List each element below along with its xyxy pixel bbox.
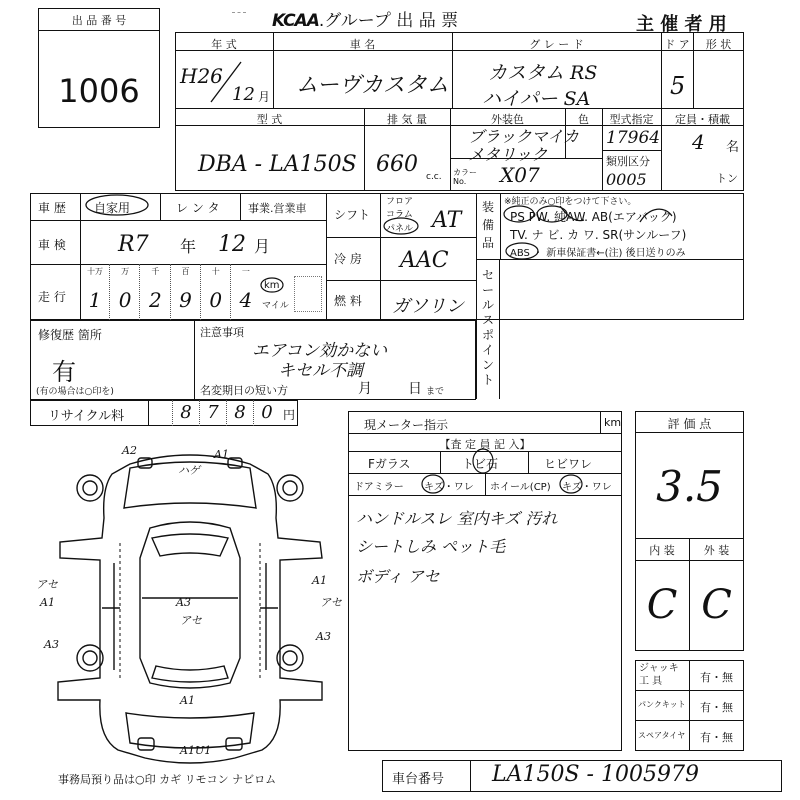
inspector-comment-2: シートしみ ペット毛 xyxy=(356,537,506,556)
year-header: 年 式 xyxy=(211,38,237,51)
mileage-digit-100k: 十万 1 xyxy=(80,264,110,320)
recycle-digit: 7 xyxy=(199,400,226,426)
expiry-day: 日 xyxy=(408,381,422,397)
damage-mark: アセ xyxy=(320,596,342,609)
chassis-number: LA150S - 1005979 xyxy=(492,762,699,787)
notes-label: 注意事項 xyxy=(200,326,244,339)
equipment-circles xyxy=(500,200,700,260)
ac-label: 冷 房 xyxy=(334,252,362,266)
wheel-circle xyxy=(556,472,586,496)
damage-mark: A3 xyxy=(176,596,191,609)
color-code: X07 xyxy=(500,163,540,187)
wheel-value: キズ・ワレ xyxy=(562,482,612,493)
damage-mark: A1 xyxy=(312,574,327,587)
interior-label: 内 装 xyxy=(649,544,675,557)
recycle-unit: 円 xyxy=(283,408,296,422)
tool-repair-kit-label: パンクキット xyxy=(638,700,686,709)
chassis-label: 車台番号 xyxy=(392,772,445,787)
tool-spare-tire-label: スペアタイヤ xyxy=(638,731,686,740)
interior-score: C xyxy=(646,582,678,628)
mileage-digit-1: 一 4 xyxy=(239,267,253,312)
model-designation-value: 17964 xyxy=(606,128,661,148)
history-business: 事業.営業車 xyxy=(248,202,307,215)
shift-floor: フロア xyxy=(386,197,414,207)
crack-label: ヒビワレ xyxy=(544,457,593,471)
equipment-label: 装 備 品 xyxy=(481,200,494,250)
lot-number-label: 出 品 番 号 xyxy=(71,14,127,27)
damage-mark: A1 xyxy=(40,596,55,609)
damage-mark: アセ xyxy=(180,614,202,627)
type-value: DBA - LA150S xyxy=(198,152,357,177)
type-header: 型 式 xyxy=(256,113,283,126)
doors-value: 5 xyxy=(670,72,686,100)
exterior-label: 外 装 xyxy=(703,544,730,557)
equipment-note: ※純正のみ○印をつけて下さい。 xyxy=(504,197,637,207)
equipment-line1: PS PW. 純AW. AB(エアバック) xyxy=(510,210,677,224)
damage-mark-a3-left: A3 xyxy=(44,638,59,651)
damage-mark: ハゲ xyxy=(178,464,200,477)
model-designation-header: 型式指定 xyxy=(609,113,654,126)
exterior-color-header: 外装色 xyxy=(491,113,524,126)
doors-header: ド ア xyxy=(664,38,690,51)
year-month: 12 xyxy=(232,84,255,105)
shaken-era: R7 xyxy=(118,232,149,257)
kcaa-logo: KCAA xyxy=(272,11,319,31)
mirror-label: ドアミラー xyxy=(354,482,404,493)
exterior-score: C xyxy=(701,582,732,628)
color-no-label: カラー No. xyxy=(453,168,477,186)
grade-header: グ レ ー ド xyxy=(529,38,584,51)
mirror-circle xyxy=(418,472,448,496)
repair-label: 修復歴 箇所 xyxy=(38,328,102,342)
ac-value: AAC xyxy=(400,248,449,273)
damage-mark: A2 xyxy=(122,444,137,457)
shift-value: AT xyxy=(432,208,462,233)
repair-note: (有の場合は○印を) xyxy=(36,387,114,397)
fuel-value: ガソリン xyxy=(392,296,464,317)
history-rental: レ ン タ xyxy=(176,201,220,215)
capacity-header: 定員・積載 xyxy=(675,113,730,126)
mileage-digit-10k: 万 0 xyxy=(110,264,140,320)
damage-mark: A1 xyxy=(214,448,229,461)
inspector-comment-1: ハンドルスレ 室内キズ 汚れ xyxy=(356,509,558,528)
f-glass-label: Fガラス xyxy=(368,457,411,471)
year-era: H26 xyxy=(180,64,223,88)
notes-line2: キセル不調 xyxy=(278,361,363,381)
deposit-note: 事務局預り品は○印 カギ リモコン ナビロム xyxy=(58,773,277,786)
history-own-circle xyxy=(84,192,150,218)
mileage-km-circle xyxy=(259,276,285,294)
mileage-label: 走 行 xyxy=(38,290,66,304)
history-label: 車 歴 xyxy=(38,201,66,215)
mileage-digit-1k: 千 2 xyxy=(140,264,170,320)
lot-number: 1006 xyxy=(58,72,140,110)
score-value: 3.5 xyxy=(656,462,723,511)
model-name: ムーヴカスタム xyxy=(296,73,449,98)
shift-panel-circle xyxy=(382,216,420,236)
wheel-label: ホイール(CP) xyxy=(490,482,551,493)
displacement-value: 660 xyxy=(376,152,418,177)
grade-line2: ハイパー SA xyxy=(482,88,591,110)
shift-column: コラム xyxy=(386,210,413,220)
year-month-unit: 月 xyxy=(258,90,271,104)
tool-spare-tire-value: 有・無 xyxy=(700,731,733,744)
expiry-label: 名変期日の短い方 xyxy=(200,384,288,397)
notes-line1: エアコン効かない xyxy=(252,341,388,361)
ton-unit: トン xyxy=(716,172,738,185)
damage-mark: A3 xyxy=(316,630,331,643)
grade-line1: カスタム RS xyxy=(488,62,598,84)
damage-mark: A1U1 xyxy=(180,744,212,757)
expiry-until: まで xyxy=(426,387,445,397)
recycle-digit: 8 xyxy=(226,400,253,426)
shift-label: シフト xyxy=(334,208,371,222)
car-damage-diagram xyxy=(30,438,350,768)
shaken-month: 12 xyxy=(218,232,246,257)
shaken-year-char: 年 xyxy=(180,237,197,256)
sales-point-label: セ ー ル ス ポ イ ン ト xyxy=(481,268,494,387)
history-own: 自家用 xyxy=(94,201,131,215)
mileage-row xyxy=(80,264,260,320)
shift-panel: パネル xyxy=(386,224,414,234)
shaken-label: 車 検 xyxy=(38,238,66,252)
mileage-digit-10: 十 0 xyxy=(201,264,231,320)
category-header: 類別区分 xyxy=(606,155,650,168)
meter-km: km xyxy=(604,416,622,429)
equipment-line2: TV. ナ ビ. カ ワ. SR(サンルーフ) xyxy=(510,228,687,242)
recycle-digit: 0 xyxy=(253,400,280,426)
recycle-label: リサイクル料 xyxy=(48,409,125,424)
model-header: 車 名 xyxy=(349,38,376,51)
tool-jack-value: 有・無 xyxy=(700,671,733,684)
category-value: 0005 xyxy=(606,170,647,189)
damage-mark: A1 xyxy=(180,694,195,707)
color-line1: ブラックマイカ xyxy=(468,127,579,146)
capacity-value: 4 xyxy=(692,130,705,154)
mileage-mile: マイル xyxy=(262,301,289,311)
chip-label: トビ石 xyxy=(462,457,499,471)
tool-repair-kit-value: 有・無 xyxy=(700,701,733,714)
fuel-label: 燃 料 xyxy=(334,294,362,308)
shaken-month-char: 月 xyxy=(254,237,271,256)
form-title: KCAA.グループ 出 品 票 xyxy=(272,11,459,31)
displacement-header: 排 気 量 xyxy=(387,113,427,126)
color-header: 色 xyxy=(578,113,589,126)
inspector-title: 【査 定 員 記 入】 xyxy=(439,438,531,451)
equipment-line3: ABS ・ 新車保証書←(注) 後日送りのみ xyxy=(510,248,686,259)
recycle-digit: 8 xyxy=(172,400,199,426)
meter-label: 現メーター指示 xyxy=(364,418,449,432)
expiry-month: 月 xyxy=(358,381,372,397)
recycle-digits xyxy=(172,400,280,426)
damage-mark: アセ xyxy=(36,578,58,591)
tool-jack-label: ジャッキ工 具 xyxy=(639,663,679,687)
mirror-value: キズ・ワレ xyxy=(424,482,474,493)
color-line2: メタリック xyxy=(468,145,548,164)
shape-header: 形 状 xyxy=(705,38,732,51)
organizer-label: 主 催 者 用 xyxy=(636,14,727,35)
chip-circle xyxy=(468,446,498,476)
inspector-comment-3: ボディ アセ xyxy=(356,567,440,586)
repair-value: 有 xyxy=(52,358,76,386)
score-label: 評 価 点 xyxy=(667,417,712,431)
capacity-unit: 名 xyxy=(726,140,740,155)
mileage-km: km xyxy=(264,280,280,291)
cc-unit: c.c. xyxy=(426,172,442,182)
mileage-digit-100: 百 9 xyxy=(171,264,201,320)
